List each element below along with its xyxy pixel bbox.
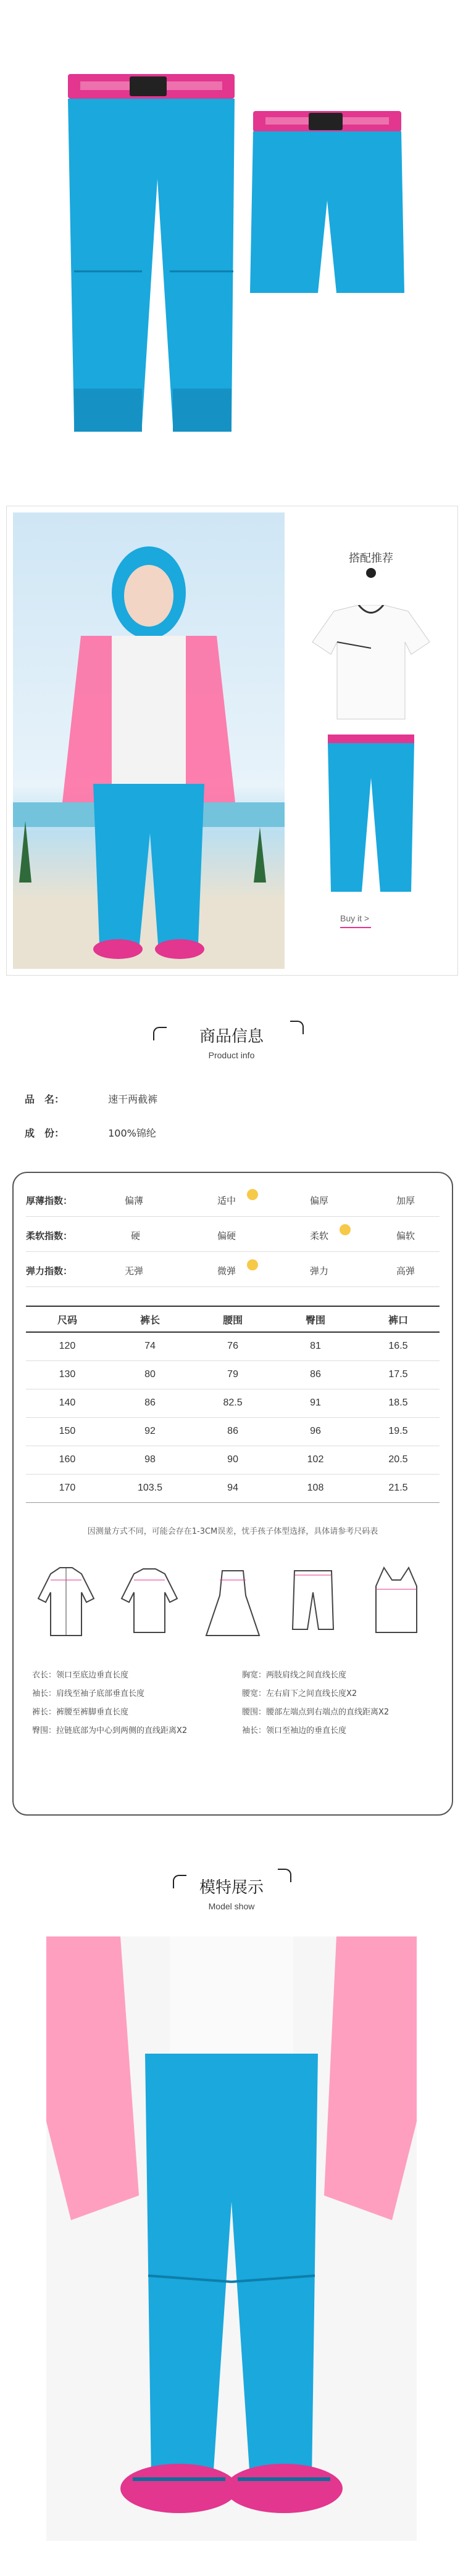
size-table [26, 1306, 440, 1503]
pants-icon [279, 1562, 347, 1642]
index-option: 加厚 [396, 1195, 415, 1206]
note-text: 腰宽：左右肩下之间直线长度X2 [242, 1689, 357, 1698]
index-option: 无弹 [125, 1265, 144, 1277]
product-material-value: 100%锦纶 [108, 1127, 156, 1139]
table-cell: 91 [310, 1397, 321, 1408]
size-header-cell: 尺码 [57, 1315, 77, 1326]
recommend-title: 搭配推荐 [349, 552, 393, 565]
size-header-cell: 臀围 [306, 1315, 326, 1326]
index-label: 弹力指数： [26, 1265, 73, 1277]
note-row [32, 1666, 440, 1685]
measure-icons-row [26, 1555, 440, 1648]
table-cell: 86 [227, 1426, 238, 1436]
index-option-selected: 柔软 [310, 1230, 329, 1241]
table-cell: 160 [59, 1454, 76, 1465]
table-cell: 103.5 [137, 1483, 163, 1493]
table-row [26, 1389, 440, 1417]
model-show-illustration [46, 1936, 417, 2541]
index-row-softness [26, 1220, 440, 1252]
product-name-label: 品 名： [25, 1093, 65, 1105]
recommend-dot-icon [366, 568, 376, 578]
table-row [26, 1332, 440, 1360]
product-name-row [25, 1092, 157, 1106]
model-photo [13, 512, 285, 969]
smile-icon [340, 1224, 351, 1235]
table-cell: 18.5 [388, 1397, 408, 1408]
index-label: 柔软指数： [26, 1230, 73, 1241]
spec-card [12, 1172, 453, 1816]
table-cell: 20.5 [388, 1454, 408, 1465]
table-cell: 17.5 [388, 1369, 408, 1380]
size-note: 因测量方式不同，可能会存在1-3CM误差，忧手孩子体型选择，具体请参考尺码表 [87, 1527, 378, 1536]
index-option-selected: 适中 [217, 1195, 236, 1206]
table-cell: 170 [59, 1483, 76, 1493]
table-cell: 76 [227, 1341, 238, 1352]
note-text: 袖长：肩线至袖子底部垂直长度 [32, 1689, 145, 1698]
table-row [26, 1360, 440, 1389]
table-cell: 21.5 [388, 1483, 408, 1493]
table-cell: 130 [59, 1369, 76, 1380]
indices-block [26, 1185, 440, 1290]
table-cell: 150 [59, 1426, 76, 1436]
heading-bracket-right [278, 1869, 291, 1882]
table-cell: 108 [307, 1483, 324, 1493]
product-name-value: 速干两截裤 [108, 1093, 158, 1105]
note-text: 臀围：拉链底部为中心到两侧的直线距离X2 [32, 1726, 188, 1735]
table-cell: 74 [144, 1341, 156, 1352]
index-option-selected: 微弹 [217, 1265, 236, 1277]
model-show-title: 模特展示 [199, 1879, 264, 1897]
note-text: 胸宽：两肢肩线之间直线长度 [242, 1671, 347, 1680]
table-cell: 86 [310, 1369, 321, 1380]
table-cell: 81 [310, 1341, 321, 1352]
note-row [32, 1685, 440, 1703]
size-header-cell: 腰围 [223, 1315, 243, 1326]
sweater-icon [115, 1562, 183, 1642]
product-hero [0, 0, 463, 469]
vest-icon [362, 1562, 430, 1642]
note-text: 衣长：领口至底边垂直长度 [32, 1671, 129, 1680]
heading-bracket-right [290, 1021, 304, 1034]
tshirt-image[interactable] [309, 605, 433, 722]
index-option: 弹力 [310, 1265, 329, 1277]
table-cell: 120 [59, 1341, 76, 1352]
outfit-section [6, 506, 458, 976]
table-cell: 16.5 [388, 1341, 408, 1352]
note-row [32, 1722, 440, 1740]
table-cell: 98 [144, 1454, 156, 1465]
product-material-label: 成 份： [25, 1127, 65, 1139]
model-show-photo [46, 1936, 417, 2541]
table-row [26, 1446, 440, 1474]
table-cell: 90 [227, 1454, 238, 1465]
size-table-header [26, 1306, 440, 1332]
buy-underline [340, 927, 371, 928]
table-cell: 80 [144, 1369, 156, 1380]
index-option: 硬 [131, 1230, 141, 1241]
long-pants-image [56, 68, 241, 438]
note-row [32, 1703, 440, 1722]
note-text: 裤长：裤腰至裤脚垂直长度 [32, 1708, 129, 1717]
index-option: 偏软 [396, 1230, 415, 1241]
heading-bracket-left [173, 1875, 186, 1888]
jacket-icon [32, 1562, 100, 1642]
dress-icon [199, 1562, 267, 1642]
index-option: 偏厚 [310, 1195, 329, 1206]
table-cell: 79 [227, 1369, 238, 1380]
table-row [26, 1417, 440, 1446]
index-label: 厚薄指数： [26, 1195, 73, 1206]
product-material-row [25, 1125, 156, 1140]
product-info-title: 商品信息 [199, 1027, 264, 1046]
index-option: 偏薄 [125, 1195, 144, 1206]
index-option: 高弹 [396, 1265, 415, 1277]
index-option: 偏硬 [217, 1230, 236, 1241]
model-show-heading [0, 1875, 463, 1911]
table-cell: 92 [144, 1426, 156, 1436]
index-row-elasticity [26, 1256, 440, 1287]
note-text: 腰围：腰部左端点到右端点的直线距离X2 [242, 1708, 390, 1717]
index-row-thickness [26, 1185, 440, 1217]
table-cell: 86 [144, 1397, 156, 1408]
table-cell: 19.5 [388, 1426, 408, 1436]
shorts-image [247, 108, 407, 299]
table-cell: 94 [227, 1483, 238, 1493]
table-cell: 82.5 [223, 1397, 243, 1408]
heading-bracket-left [153, 1027, 167, 1040]
product-info-heading [0, 1024, 463, 1060]
size-header-cell: 裤口 [388, 1315, 408, 1326]
table-cell: 140 [59, 1397, 76, 1408]
table-row [26, 1474, 440, 1502]
smile-icon [247, 1259, 258, 1270]
table-cell: 102 [307, 1454, 324, 1465]
smile-icon [247, 1189, 258, 1200]
measure-notes [32, 1666, 440, 1740]
buy-link[interactable]: Buy it > [340, 913, 370, 923]
recommend-pants-image[interactable] [322, 735, 420, 895]
product-info-subtitle: Product info [208, 1050, 255, 1060]
table-cell: 96 [310, 1426, 321, 1436]
model-show-subtitle: Model show [208, 1901, 255, 1911]
size-header-cell: 裤长 [140, 1315, 160, 1326]
note-text: 袖长：领口至袖边的垂直长度 [242, 1726, 347, 1735]
model-illustration [13, 512, 285, 969]
